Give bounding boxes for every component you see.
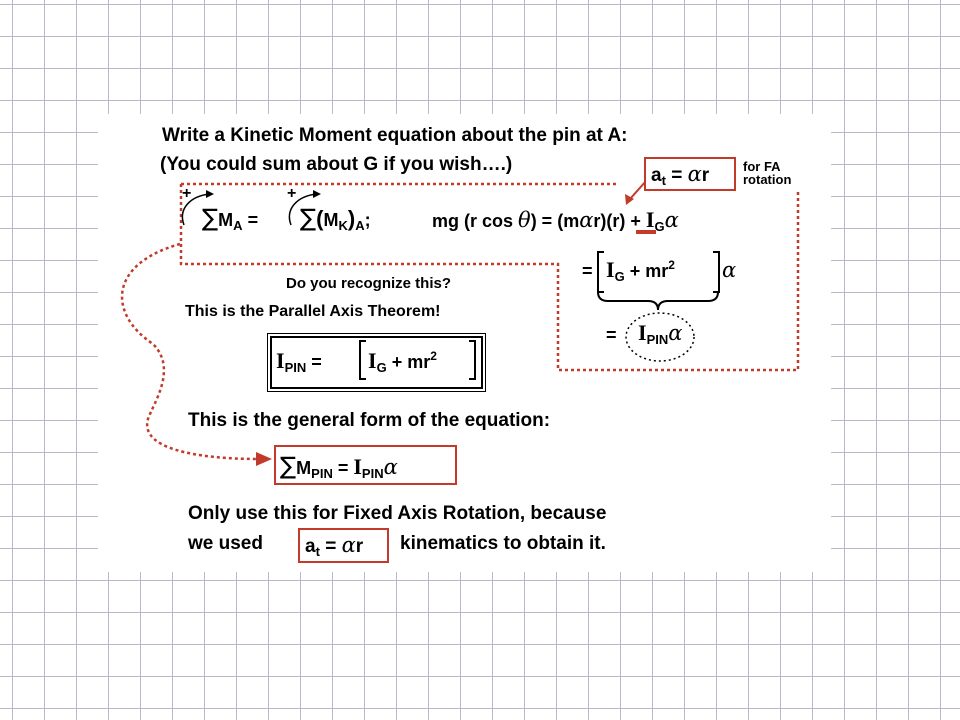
general-form-text: This is the general form of the equation:: [188, 410, 551, 431]
sum-kinetic-moments: $\sum(M_K)_A$;: [300, 204, 371, 233]
recognize-text: Do you recognize this?: [286, 275, 452, 292]
heading-line-1: Write a Kinetic Moment equation about the pin at A:: [162, 125, 628, 146]
bracket-left: [598, 252, 604, 292]
general-form-equation: $\sum M_{PIN} = I_{PIN}\alpha$: [280, 452, 398, 481]
step3-expression: $I_{PIN}\alpha$: [638, 320, 683, 347]
ipin-rhs: $I_G + mr^2$: [368, 348, 437, 375]
small-formula: $a_t = \alpha r$: [305, 533, 364, 559]
step2-equals: =: [582, 261, 593, 281]
small-formula-box: [298, 528, 389, 563]
step2-alpha: α: [722, 258, 737, 282]
plus-sign-2: +: [287, 185, 297, 202]
we-used-text: we used: [188, 533, 263, 554]
parallel-axis-text: This is the Parallel Axis Theorem!: [185, 303, 441, 320]
sum-moments-a: $\sum M_A$ =: [202, 204, 259, 233]
moment-arrow-1-head: [206, 190, 214, 198]
step2-expression: $I_G + mr^2$: [606, 257, 675, 284]
note-box-formula: $a_t = \alpha r$: [651, 162, 710, 188]
slide-panel: [98, 114, 831, 572]
only-use-text: Only use this for Fixed Axis Rotation, because: [188, 503, 607, 524]
step3-equals: =: [606, 325, 617, 345]
rhs-equation: mg (r $\cos \theta) = (m\alpha r)(r) + I_G\alpha$: [432, 207, 679, 234]
plus-sign-1: +: [182, 185, 192, 202]
curly-brace: [598, 292, 718, 310]
heading-line-2: (You could sum about G if you wish….): [160, 154, 513, 175]
general-form-box: [274, 445, 457, 485]
moment-arrow-2-head: [313, 190, 321, 198]
arrow-head: [256, 452, 272, 466]
note-box: [644, 157, 736, 191]
kinematics-text: kinematics to obtain it.: [400, 533, 606, 554]
ipin-lhs: $I_{PIN}$ =: [276, 348, 322, 375]
parallel-axis-box: [270, 336, 483, 389]
fa-note: for FA rotation: [743, 159, 792, 187]
bracket-right: [713, 252, 719, 292]
